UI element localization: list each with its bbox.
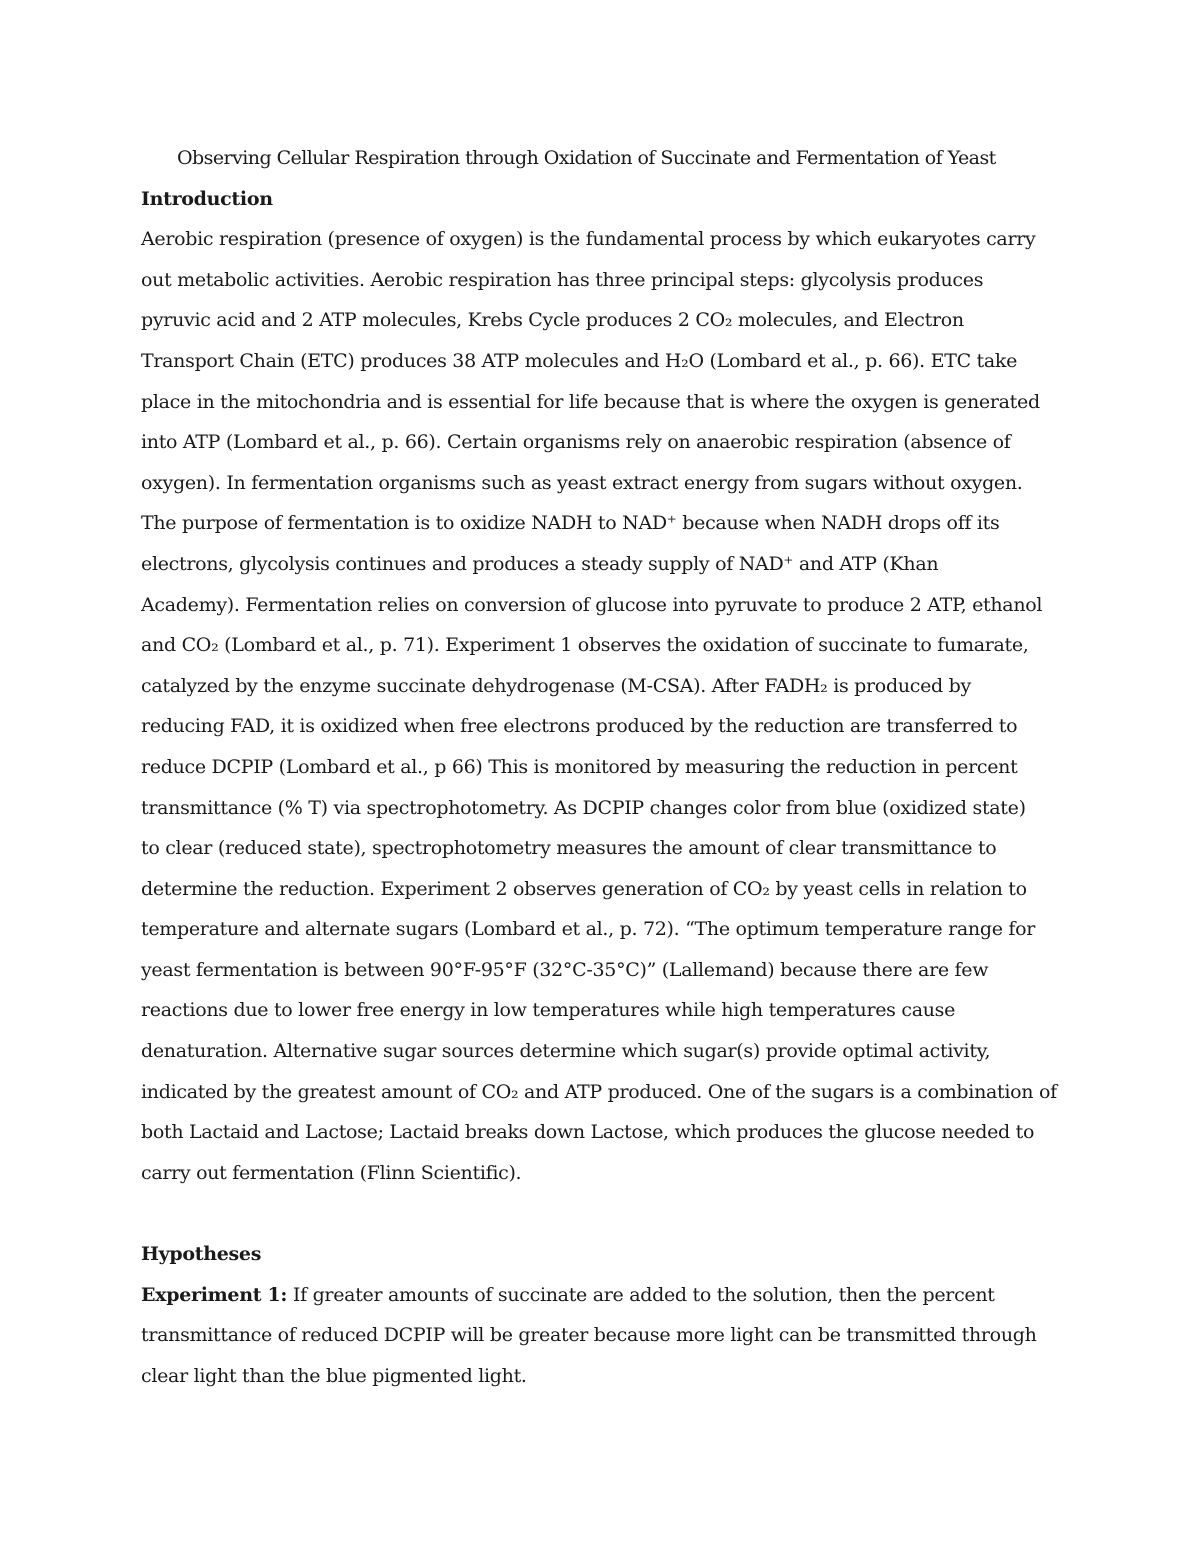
paragraph-line: and CO₂ (Lombard et al., p. 71). Experiment 1 observes the oxidation of succinate to fumarate, [141, 634, 1029, 657]
paragraph-line: transmittance (% T) via spectrophotometry. As DCPIP changes color from blue (oxidized state) [141, 796, 1026, 819]
paragraph-line: Transport Chain (ETC) produces 38 ATP molecules and H₂O (Lombard et al., p. 66). ETC take [141, 349, 1018, 372]
paragraph-line: catalyzed by the enzyme succinate dehydrogenase (M-CSA). After FADH₂ is produced by [141, 674, 971, 697]
introduction-heading: Introduction [141, 187, 273, 210]
hypothesis-first-line [141, 1275, 1061, 1316]
paragraph-spacer [141, 1193, 1061, 1234]
paragraph-line: pyruvic acid and 2 ATP molecules, Krebs Cycle produces 2 CO₂ molecules, and Electron [141, 309, 964, 332]
paragraph-line: The purpose of fermentation is to oxidize NADH to NAD⁺ because when NADH drops off its [141, 512, 1000, 535]
paragraph-line: indicated by the greatest amount of CO₂ and ATP produced. One of the sugars is a combination of [141, 1080, 1057, 1103]
hypotheses-heading: Hypotheses [141, 1243, 262, 1266]
experiment-1-label: Experiment 1: [141, 1283, 288, 1306]
document-title: Observing Cellular Respiration through Oxidation of Succinate and Fermentation of Yeast [177, 147, 996, 169]
introduction-paragraph [141, 219, 1061, 1193]
paragraph-line: carry out fermentation (Flinn Scientific). [141, 1161, 522, 1184]
paragraph-line: Aerobic respiration (presence of oxygen) is the fundamental process by which eukaryotes carry [141, 228, 1036, 251]
paragraph-line: reactions due to lower free energy in low temperatures while high temperatures cause [141, 999, 956, 1022]
paragraph-line: place in the mitochondria and is essential for life because that is where the oxygen is generated [141, 390, 1040, 413]
paragraph-line: yeast fermentation is between 90°F-95°F (32°C-35°C)” (Lallemand) because there are few [141, 958, 989, 981]
paragraph-line: temperature and alternate sugars (Lombard et al., p. 72). “The optimum temperature range for [141, 918, 1036, 941]
document-body [141, 138, 1061, 1396]
paragraph-line: determine the reduction. Experiment 2 observes generation of CO₂ by yeast cells in relation to [141, 877, 1027, 900]
paragraph-line: to clear (reduced state), spectrophotometry measures the amount of clear transmittance to [141, 837, 997, 860]
paragraph-line: reducing FAD, it is oxidized when free electrons produced by the reduction are transferred to [141, 715, 1018, 738]
paragraph-line: both Lactaid and Lactose; Lactaid breaks down Lactose, which produces the glucose needed to [141, 1121, 1035, 1144]
paragraph-line: electrons, glycolysis continues and produces a steady supply of NAD⁺ and ATP (Khan [141, 552, 939, 575]
hypothesis-experiment-1 [141, 1275, 1061, 1397]
paragraph-line: out metabolic activities. Aerobic respiration has three principal steps: glycolysis produces [141, 268, 984, 291]
paragraph-line: oxygen). In fermentation organisms such as yeast extract energy from sugars without oxygen. [141, 471, 1023, 494]
paragraph-line: Academy). Fermentation relies on conversion of glucose into pyruvate to produce 2 ATP, ethanol [141, 593, 1043, 616]
paragraph-line: clear light than the blue pigmented light. [141, 1364, 527, 1387]
paragraph-line: transmittance of reduced DCPIP will be greater because more light can be transmitted through [141, 1324, 1037, 1347]
paragraph-line: denaturation. Alternative sugar sources determine which sugar(s) provide optimal activity, [141, 1040, 991, 1063]
hypothesis-text: If greater amounts of succinate are added to the solution, then the percent [287, 1283, 995, 1306]
paragraph-line: into ATP (Lombard et al., p. 66). Certain organisms rely on anaerobic respiration (absence of [141, 431, 1011, 454]
paragraph-line: reduce DCPIP (Lombard et al., p 66) This is monitored by measuring the reduction in percent [141, 755, 1018, 778]
